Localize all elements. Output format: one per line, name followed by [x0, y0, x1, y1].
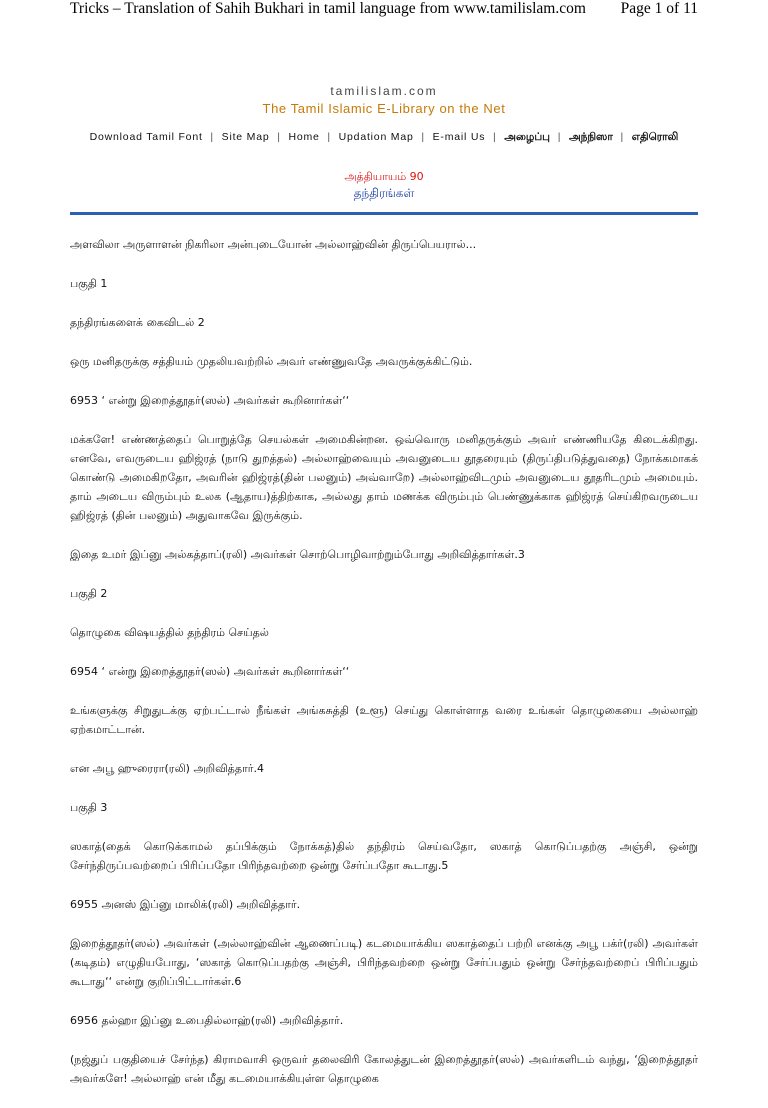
nav-updation-map[interactable]: Updation Map	[338, 131, 414, 143]
site-name: tamilislam.com	[330, 84, 438, 98]
nav-site-map[interactable]: Site Map	[221, 131, 270, 143]
page-number: Page 1 of 11	[620, 0, 698, 17]
nav-annisa[interactable]: அந்நிஸா	[568, 131, 613, 143]
nav-separator: |	[421, 131, 425, 143]
chapter-number: அத்தியாயம் 90	[344, 170, 424, 183]
section-title: தந்திரங்களைக் கைவிடல் 2	[70, 316, 205, 329]
paragraph: உங்களுக்கு சிறுதுடக்கு ஏற்பட்டால் நீங்கள் அங்கசுத்தி (உளூ) செய்து கொள்ளாத வரை உங்கள் தொழுகையை அல்லாஹ் ஏற்கமாட்டான்.	[70, 704, 698, 736]
print-header-title: Tricks – Translation of Sahih Bukhari in tamil language from www.tamilislam.com	[70, 0, 586, 17]
nav-home[interactable]: Home	[288, 131, 320, 143]
nav-separator: |	[327, 131, 331, 143]
print-header	[70, 0, 698, 22]
paragraph: இறைத்தூதர்(ஸல்) அவர்கள் (அல்லாஹ்வின் ஆணைப்படி) கடமையாக்கிய ஸகாத்தைப் பற்றி எனக்கு அபூ பக்ர்(ரலி) அவர்கள் (கடிதம்) எழுதியபோது, ‘ஸகாத் கொடுப்பதற்கு அஞ்சி, பிரிந்தவற்றை ஒன்று சேர்ப்பதும் ஒன்று சேர்ந்தவற்றைப் பிரிப்பதும் கூடாது‘‘ என்று குறிப்பிட்டார்கள்.6	[70, 937, 698, 988]
narrator-line: இதை உமர் இப்னு அல்கத்தாப்(ரலி) அவர்கள் சொற்பொழிவாற்றும்போது அறிவித்தார்கள்.3	[70, 548, 525, 561]
section-title: ஸகாத்(தைக் கொடுக்காமல் தப்பிக்கும் நோக்கத்)தில் தந்திரம் செய்வதோ, ஸகாத் கொடுப்பதற்கு அஞ்சி, ஒன்று சேர்ந்திருப்பவற்றைப் பிரிப்பதோ பிரிந்தவற்றை ஒன்று சேர்ப்பதோ கூடாது.5	[70, 840, 698, 872]
nav-download-tamil-font[interactable]: Download Tamil Font	[89, 131, 203, 143]
paragraph: (நஜ்துப் பகுதியைச் சேர்ந்த) கிராமவாசி ஒருவர் தலைவிரி கோலத்துடன் இறைத்தூதர்(ஸல்) அவர்களிடம் வந்து, ‘இறைத்தூதர் அவர்களே! அல்லாஹ் என் மீது கடமையாக்கியுள்ள தொழுகை	[70, 1053, 698, 1085]
hadith-number: 6955 அனஸ் இப்னு மாலிக்(ரலி) அறிவித்தார்.	[70, 898, 301, 911]
narrator-line: என அபூ ஹுரைரா(ரலி) அறிவித்தார்.4	[70, 762, 264, 775]
section-heading: பகுதி 2	[70, 587, 108, 600]
nav-azhaippu[interactable]: அழைப்பு	[504, 131, 550, 143]
divider-rule	[70, 212, 698, 215]
section-heading: பகுதி 3	[70, 801, 108, 814]
hadith-number: 6956 தல்ஹா இப்னு உபைதில்லாஹ்(ரலி) அறிவித்தார்.	[70, 1014, 344, 1027]
paragraph: ஒரு மனிதருக்கு சத்தியம் முதலியவற்றில் அவர் எண்ணுவதே அவருக்குக்கிட்டும்.	[70, 355, 473, 368]
document-body	[70, 235, 698, 1108]
section-heading: பகுதி 1	[70, 277, 108, 290]
paragraph: மக்களே! எண்ணத்தைப் பொறுத்தே செயல்கள் அமைகின்றன. ஒவ்வொரு மனிதருக்கும் அவர் எண்ணியதே கிடைக்கிறது. எனவே, எவருடைய ஹிஜ்ரத் (நாடு துறத்தல்) அல்லாஹ்வையும் அவனுடைய தூதரையும் (திருப்திபடுத்துவதை) நோக்கமாகக் கொண்டு அமைகிறதோ, அவரின் ஹிஜ்ரத்(தின் பலனும்) அவ்வாறே) அல்லாஹ்விடமும் அவனுடைய தூதரிடமும் அமையும். தாம் அடைய விரும்பும் உலக (ஆதாய)த்திற்காக, அல்லது தாம் மணக்க விரும்பும் பெண்ணுக்காக ஹிஜ்ரத் செய்கிறவருடைய ஹிஜ்ரத் (தின் பலனும்) அதுவாகவே இருக்கும்.	[70, 433, 698, 522]
chapter-title: தந்திரங்கள்	[353, 186, 415, 200]
nav-ethiroli[interactable]: எதிரொலி	[631, 131, 679, 143]
nav-separator: |	[210, 131, 214, 143]
nav-separator: |	[620, 131, 625, 143]
nav-separator: |	[277, 131, 281, 143]
nav-separator: |	[493, 131, 497, 143]
hadith-number: 6954 ‘ என்று இறைத்தூதர்(ஸல்) அவர்கள் கூறினார்கள்‘‘	[70, 665, 350, 678]
nav-separator: |	[557, 131, 562, 143]
nav-bar	[70, 131, 698, 144]
hadith-number: 6953 ‘ என்று இறைத்தூதர்(ஸல்) அவர்கள் கூறினார்கள்‘‘	[70, 394, 350, 407]
section-title: தொழுகை விஷயத்தில் தந்திரம் செய்தல்	[70, 626, 269, 639]
bismillah: அளவிலா அருளாளன் நிகரிலா அன்புடையோன் அல்லாஹ்வின் திருப்பெயரால்...	[70, 238, 477, 251]
site-tagline: The Tamil Islamic E-Library on the Net	[262, 101, 506, 116]
nav-email-us[interactable]: E-mail Us	[432, 131, 486, 143]
